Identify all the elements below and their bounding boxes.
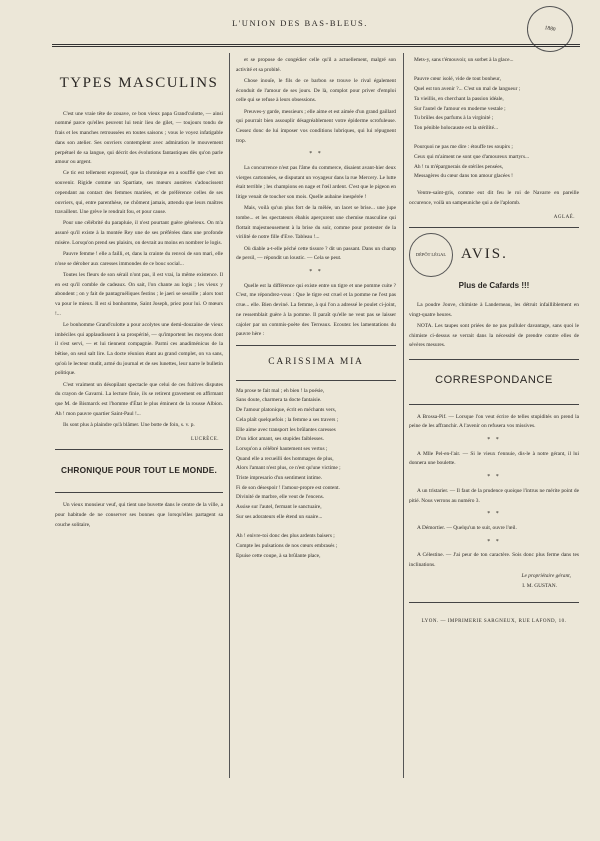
- paragraph: NOTA. Les taupes sont priées de ne pas pulluler davantage, sans quoi le chimiste ci-dessus se verrait dans la nécessité de prendre contre elles de sévères mesures.: [409, 322, 579, 349]
- separator-stars: * *: [487, 511, 501, 518]
- paragraph: Chose inouïe, le fils de ce barbon se trouve le rival également éconduit de l'amour de ses jours. De là, complot pour priver d'emploi celle qui se refuse à leurs obsessions.: [236, 77, 396, 104]
- poem-line: Elle aime avec transport les brûlantes caresses: [236, 426, 336, 433]
- paragraph: Preuves-y garde, messieurs ; elle aime et est aimée d'un grand gaillard qui pourrait bien assouplir désagréablement votre épiderme scrofuleuse. Cessez donc de lui imposer vos conditions lubriques, qui lui répugnent trop.: [236, 108, 396, 144]
- poem-line: Fi de son désespoir ! l'amour-propre est content.: [236, 484, 340, 491]
- poem-line: Mets-y, sans t'émouvoir, un sorbet à la glace...: [414, 57, 514, 63]
- section-rule: [236, 380, 396, 381]
- poem-line: Sur l'autel de l'amour en moderne vestale ;: [414, 105, 506, 112]
- poem-line: Assise sur l'autel, fermant le sanctuaire,: [236, 504, 322, 511]
- paragraph: Un vieux monsieur veuf, qui tient une buvette dans le centre de la ville, a pour habitude de ne conserver ses bonnes que lorsqu'elles partagent sa couche solitaire,: [55, 502, 223, 528]
- article-title-chronique: CHRONIQUE POUR TOUT LE MONDE.: [61, 465, 217, 476]
- paragraph: et se propose de congédier celle qu'il a actuellement, malgré son activité et sa probité.: [236, 57, 396, 73]
- paragraph: Le bonhomme Grand'culotte a pour acolytes une demi-douzaine de vieux imbéciles qui applaudissent à sa prospérité, — qu'importent les moyens dont il s'est servi, — et lui tiennent compagnie. Parmi ces anadiménicus de la bêtise, on seul salt lire. La docte réunion étant au grand complet, on va sans, qu'où le lecteur studit, armé du journal et de ses lunettes, leur narre le bulletin politique.: [55, 321, 223, 377]
- separator-stars: * *: [487, 474, 501, 481]
- paragraph: La poudre Jouve, chimiste à Landerneau, les détruit infailliblement en vingt-quatre heures.: [409, 301, 579, 318]
- correspondance-title: CORRESPONDANCE: [435, 373, 553, 386]
- running-head: L'UNION DES BAS-BLEUS.: [232, 18, 368, 28]
- poem-line: Cela plaît quelquefois ; la femme a ses travers ;: [236, 416, 339, 423]
- signature-lucrece: LUCRÈCE.: [190, 436, 219, 442]
- poem-line: [409, 66, 579, 76]
- paragraph: C'est une vraie tête de zouave, ce bon vieux papa Grand'culotte, — ainsi nommé parce qu'elles peuvent lui tenir lieu de gilet, — toujours tondu de frais et les manches retroussées en toutes saisons ; vous le voyez infatigable dans son atelier. Ses ouvriers contemplent avec admiration le mouvement perpétuel de sa langue, qui décrit des évolutions fantastiques dès qu'on parle amour ou argent.: [55, 110, 223, 166]
- avis-body: [409, 301, 579, 351]
- letter-4: A Démortier. — Quelqu'un te suit, ouvre l'œil.: [417, 525, 517, 531]
- poem-line: Lorsqu'on a célébré hautement ses vertus ;: [236, 445, 328, 452]
- poem-line: Pourquoi ne pas me dire : étouffe tes soupirs ;: [414, 144, 513, 151]
- poem-line: Ta vieillis, en cherchant la passion idéale,: [414, 95, 504, 102]
- separator-stars: * *: [487, 437, 501, 444]
- library-stamp-icon: DÉPÔT LÉGAL: [409, 233, 453, 277]
- poem-title: CARISSIMA MIA: [268, 356, 364, 367]
- separator-stars: * *: [309, 151, 323, 158]
- letter-1: A Brossa-Pif. — Lorsque l'on veut écrire de telles stupidités on prend la peine de les affranchir. A l'avenir on refusera vos missives.: [409, 413, 579, 430]
- poem-line: Sans doute, charmera ta docte fantaisie.: [236, 397, 322, 404]
- poem-line: Triste impresario d'un sentiment intime.: [236, 475, 322, 482]
- poem-line: Alors l'amant n'est plus, ce n'est qu'une victime ;: [236, 465, 341, 472]
- column-divider: [229, 53, 230, 778]
- column-divider: [403, 53, 404, 778]
- poem-line: Messagères du cœur dans ton amour glacées !: [414, 173, 513, 180]
- poem-line: Ceux qui m'aiment ne sont que d'amoureux martyrs...: [414, 154, 530, 161]
- separator-stars: * *: [309, 269, 323, 276]
- paragraph: Où diable a-t-elle péché cette tissure ? dit un passant. Dans un champ de persil, — répondit un loustic. — Cela se peut.: [236, 245, 396, 262]
- article-body-chronique: [55, 501, 223, 530]
- poem-line: Quand elle a recueilli des hommages de plus,: [236, 455, 334, 462]
- poem-line: Tu brûles des parfums à la virginité ;: [414, 115, 494, 122]
- paragraph: La concurrence n'est pas l'âme du commerce, disaient avant-hier deux vierges cartonnées, se disputant un voyageur dans la rue Mercery. Le lutte était terrible ; les champions en nage et l'œil ardent. C'est que le pigeon en litige venait de toucher son mois. Quelle aubaine inespérée !: [236, 165, 396, 201]
- paragraph: Mais, voilà qu'un plus fort de la mêlée, un lacet se brise... une jupe tombe... et les spectateurs ébahis aperçurent une chemise masculine qui flottait majestueusement à la brise du soir, comme pour protester de la virilité de notre fille d'Eve. Tableau !...: [236, 205, 396, 241]
- poem-line: Ma prose te fait mal ; eh bien ! la poésie,: [236, 387, 325, 394]
- header-rule: [52, 44, 580, 47]
- chronique-concurrence: [236, 164, 396, 264]
- avis-header: [409, 233, 579, 277]
- chronique-tigre: [236, 282, 396, 340]
- poem-line: Ah ! enivre-toi donc des plus ardents baisers ;: [236, 533, 335, 540]
- section-rule: [236, 345, 396, 346]
- letter-3: A un tristarier. — Il faut de la prudence quoique l'intrus ne mérite point de pitié. Nous verrons au numéro 3.: [409, 487, 579, 504]
- section-rule: [55, 492, 223, 493]
- manager-label: Le propriétaire gérant,: [521, 573, 571, 580]
- library-stamp-icon: 1880: [523, 2, 576, 55]
- section-rule: [409, 359, 579, 360]
- poem-line: [409, 134, 579, 144]
- separator-stars: * *: [487, 538, 501, 545]
- poem-line: Quel est ton avenir ?... C'est un mal de langueur ;: [414, 86, 521, 93]
- signature-aglae: AGLAÉ.: [553, 214, 575, 220]
- poem-body: [236, 387, 396, 562]
- printer-footer: LYON. — IMPRIMERIE SARGNEUX, RUE LAFOND, 10.: [421, 618, 567, 624]
- paragraph: C'est vraiment un désopilant spectacle que celui de ces fuitives disputes du crayon de Gavarni. La lecture finie, ils se retirent gravement en affirmant que M. de Bismarck est l'homme d'État le plus éminent de la rousse Albion. Ah ! mon pauvre quartier Saint-Paul !...: [55, 381, 223, 417]
- section-rule: [409, 227, 579, 228]
- closing-paragraph: [409, 189, 579, 208]
- poem-line: Pauvre cœur isolé, vide de tout bonheur,: [414, 76, 501, 83]
- poem-line: Ah ! tu m'épargnerais de stériles pensées,: [414, 163, 504, 170]
- section-rule: [409, 404, 579, 405]
- column-3: [409, 56, 579, 626]
- poem-line: Divinité de marbre, elle veut de l'encens.: [236, 494, 325, 501]
- avis-subtitle: Plus de Cafards !!!: [458, 281, 530, 291]
- section-rule: [55, 449, 223, 450]
- poem-line: Epuise cette coupe, à sa brûlante place,: [236, 552, 321, 559]
- paragraph: Ce tic est tellement expressif, que la chronique en a soufflé que c'est un souvenir. Rigide comme un Spartiate, ses mœurs austères s'adoucissent cependant au contact des femmes mariées, et de préférence celles de ses ouvriers, qui, entre parenthèse, ne chôment jamais, attendu que leurs maîtres travaillent. Une grève le rendrait fou, et pour cause.: [55, 170, 223, 216]
- paragraph: Ils sont plus à plaindre qu'à blâmer. Une botte de foin, s. v. p.: [63, 422, 195, 428]
- paragraph: Toutes les fleurs de son sérail n'ont pas, il est vrai, la même existence. Il en est qu'il comble de cadeaux. On sait, l'on chante au logis ; les vieux y abondent ; on y fait de pantagruéliques festins ; le jaeri se sesoille ; alors tout va pour le mieux. Il est si bonhomme, Saint Joseph, priez pour lui. O mœurs !...: [55, 271, 223, 317]
- letter-2: A Mlle Pel-en-l'air. — Si le vieux t'ennuie, dis-le à notre gérant, il lui donnera une boulette.: [409, 450, 579, 467]
- avis-title: AVIS.: [461, 246, 508, 263]
- column-2: [236, 56, 396, 561]
- article-body-types: [55, 110, 223, 431]
- paragraph: Pour une célébrité du parapluie, il n'est pourtant guère généreux. On m'a assuré qu'il existe à la montée Rey une de ses préférées dans une profonde misère. Lorsqu'on prend ses plaisirs, on devrait au moins en nombrer le logis.: [55, 220, 223, 246]
- paragraph: Quelle est la différence qui existe entre un tigre et une pomme cuite ? C'est, me répondrez-vous : Que le tigre est cruel et la pomme ne l'est pas crue... elle. Bien deviné. La femme, à qui l'on a adressé le poulet ci-joint, ne ressemblait guère à la pomme. Il paraît qu'elle ne veut pas se laisser cajoler par un commis-poète des Terreaux. Ecoutez les lamentations du pauvre hère :: [236, 282, 396, 338]
- poem-line: Sur ses adorateurs elle étend un suaire...: [236, 513, 323, 520]
- poem-line: Ton pénible holocauste est la stérilité...: [414, 124, 499, 131]
- chronique-continued: [236, 56, 396, 146]
- poem-line: [236, 523, 396, 533]
- column-1: [55, 56, 223, 532]
- poem-continued: [409, 56, 579, 182]
- poem-line: D'un idiot amant, ses stupides faiblesses.: [236, 436, 324, 443]
- poem-line: Compte les pulsations de nos cœurs embrasés ;: [236, 542, 338, 549]
- paragraph: Ventre-saint-gris, comme eut dit feu le roi de Navarre en pareille occurence, voilà un sampeuniche qui a de l'aplomb.: [409, 190, 579, 206]
- poem-line: De l'amour platonique, écrit en méchants vers,: [236, 407, 337, 414]
- footer-rule: [409, 602, 579, 603]
- letter-5: A Célestine. — J'ai peur de ton caractère. Sois donc plus ferme dans tes inclinations.: [409, 552, 579, 569]
- paragraph: Pauvre femme ! elle a failli, et, dans la crainte du renvoi de son mari, elle n'ose se dérober aux caresses immondes de ce bouc social...: [55, 251, 223, 267]
- manager-name: I. M. GUSTAN.: [522, 583, 557, 590]
- article-title-types: TYPES MASCULINS: [59, 75, 219, 91]
